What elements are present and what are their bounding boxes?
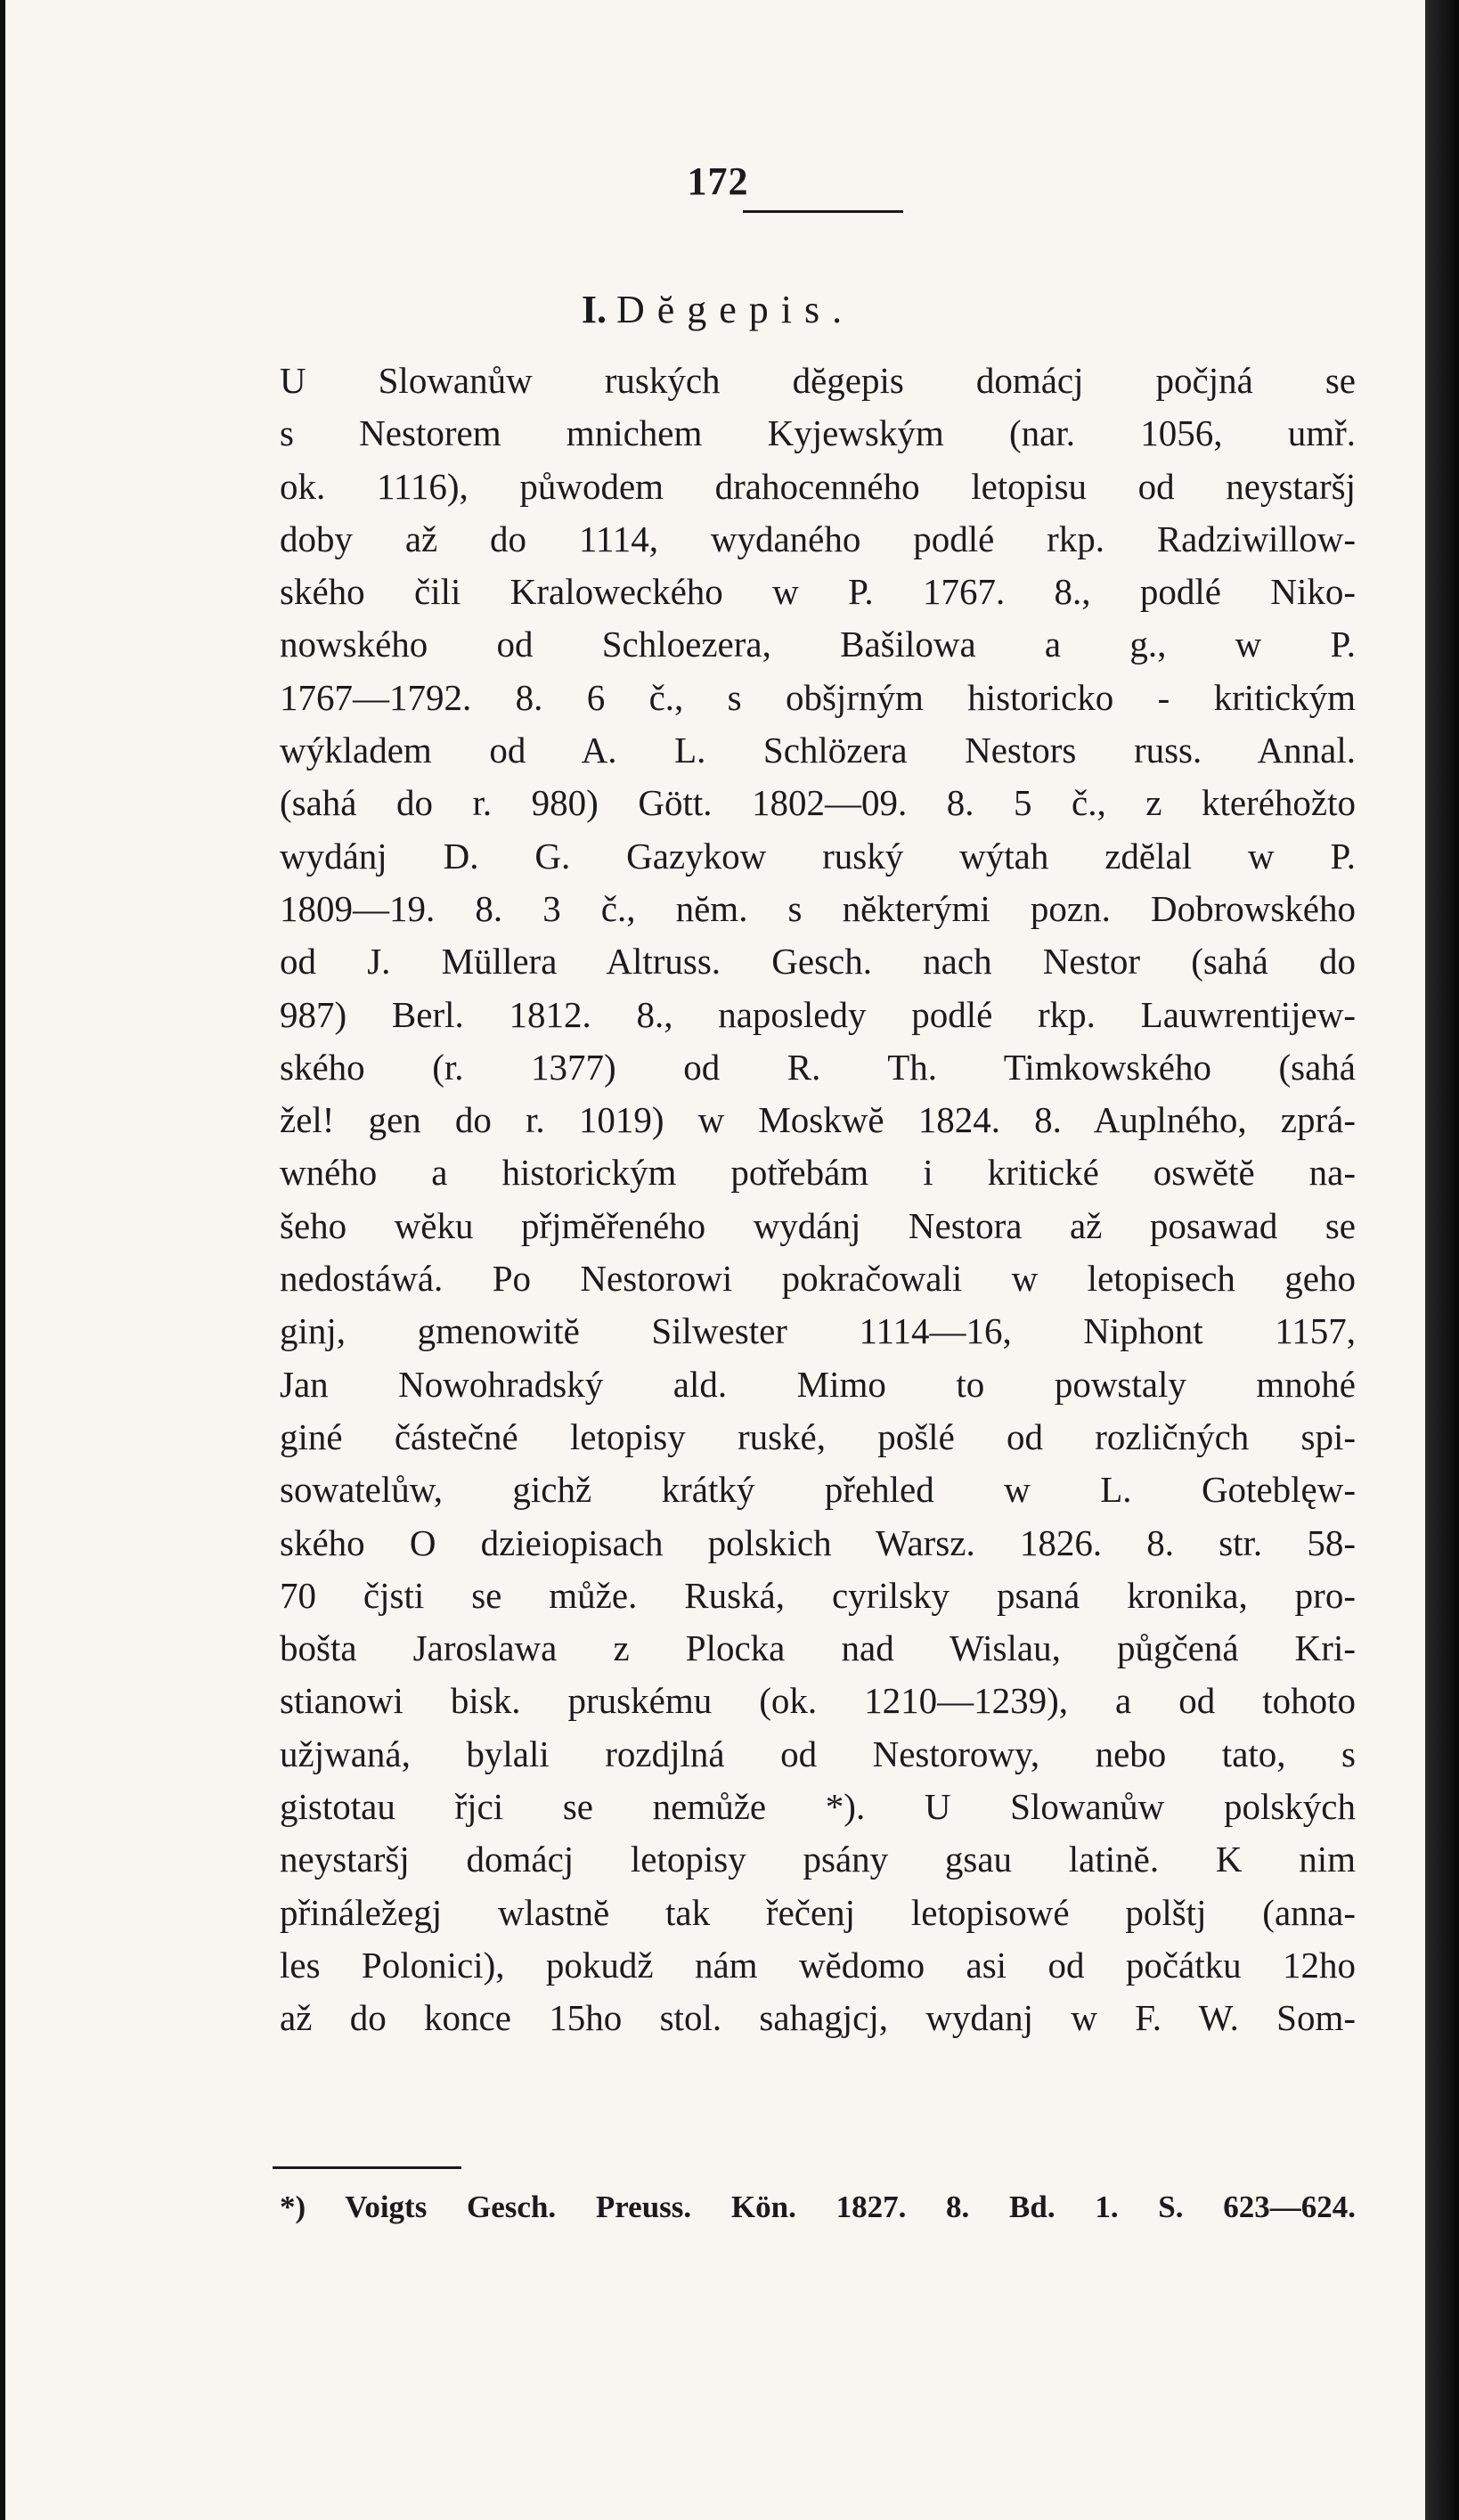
text-line: nowského od Schloezera, Bašilowa a g., w P. <box>280 624 1356 665</box>
text-line: 1767—1792. 8. 6 č., s obšjrným historicko - kritickým <box>280 676 1356 718</box>
text-line: žel! gen do r. 1019) w Moskwĕ 1824. 8. Auplného, zprá- <box>280 1099 1356 1141</box>
section-title: Dĕgepis. <box>615 288 855 331</box>
footnote: *) Voigts Gesch. Preuss. Kön. 1827. 8. Bd. 1. S. 623—624. <box>280 2190 1356 2224</box>
text-line: U Slowanůw ruských dĕgepis domácj počjná se <box>280 360 1356 401</box>
text-line: les Polonici), pokudž nám wĕdomo asi od počátku 12ho <box>280 1944 1356 1986</box>
text-line: stianowi bisk. pruskému (ok. 1210—1239), a od tohoto <box>280 1680 1356 1722</box>
text-line: nedostáwá. Po Nestorowi pokračowali w letopisech geho <box>280 1258 1356 1300</box>
text-line: ského (r. 1377) od R. Th. Timkowského (sahá <box>280 1046 1356 1088</box>
text-line: 987) Berl. 1812. 8., naposledy podlé rkp. Lauwrentijew- <box>280 993 1356 1035</box>
text-line: 1809—19. 8. 3 č., nĕm. s nĕkterými pozn. Dobrowského <box>280 887 1356 929</box>
section-numeral: I. <box>581 288 607 331</box>
text-line: až do konce 15ho stol. sahagjcj, wydanj w F. W. Som- <box>280 1997 1356 2039</box>
text-line: giné částečné letopisy ruské, pošlé od rozličných spi- <box>280 1415 1356 1457</box>
text-line: sowatelůw, gichž krátký přehled w L. Goteblęw- <box>280 1469 1356 1511</box>
page-number-rule <box>743 210 903 213</box>
body-text <box>280 355 1356 2045</box>
text-line: bošta Jaroslawa z Plocka nad Wislau, půgčená Kri- <box>280 1627 1356 1669</box>
text-line: gistotau řjci se nemůže *). U Slowanůw polských <box>280 1786 1356 1828</box>
text-line: s Nestorem mnichem Kyjewským (nar. 1056, umř. <box>280 412 1356 454</box>
text-line: Jan Nowohradský ald. Mimo to powstaly mnohé <box>280 1363 1356 1405</box>
page-number: 172 <box>687 159 749 203</box>
text-line: od J. Müllera Altruss. Gesch. nach Nestor (sahá do <box>280 941 1356 983</box>
text-line: ského O dzieiopisach polskich Warsz. 1826. 8. str. 58- <box>280 1521 1356 1563</box>
text-line: ginj, gmenowitĕ Silwester 1114—16, Niphont 1157, <box>280 1310 1356 1352</box>
text-line: (sahá do r. 980) Gött. 1802—09. 8. 5 č., z kteréhožto <box>280 782 1356 824</box>
text-line: šeho wĕku přjmĕřeného wydánj Nestora až posawad se <box>280 1204 1356 1246</box>
text-line: 70 čjsti se může. Ruská, cyrilsky psaná kronika, pro- <box>280 1574 1356 1616</box>
text-line: neystaršj domácj letopisy psány gsau latinĕ. K nim <box>280 1839 1356 1880</box>
text-line: wydánj D. G. Gazykow ruský wýtah zdĕlal w P. <box>280 835 1356 877</box>
section-heading <box>5 287 1430 332</box>
text-line: ského čili Kraloweckého w P. 1767. 8., podlé Niko- <box>280 571 1356 613</box>
text-line: užjwaná, bylali rozdjlná od Nestorowy, nebo tato, s <box>280 1733 1356 1774</box>
scan-edge <box>1425 0 1459 2520</box>
text-line: přináležegj wlastnĕ tak řečenj letopisowé polštj (anna- <box>280 1891 1356 1933</box>
text-line: doby až do 1114, wydaného podlé rkp. Radziwillow- <box>280 518 1356 559</box>
text-line: ok. 1116), půwodem drahocenného letopisu od neystaršj <box>280 465 1356 507</box>
text-line: wného a historickým potřebám i kritické oswĕtĕ na- <box>280 1152 1356 1194</box>
footnote-rule <box>273 2166 461 2169</box>
text-line: wýkladem od A. L. Schlözera Nestors russ. Annal. <box>280 730 1356 771</box>
